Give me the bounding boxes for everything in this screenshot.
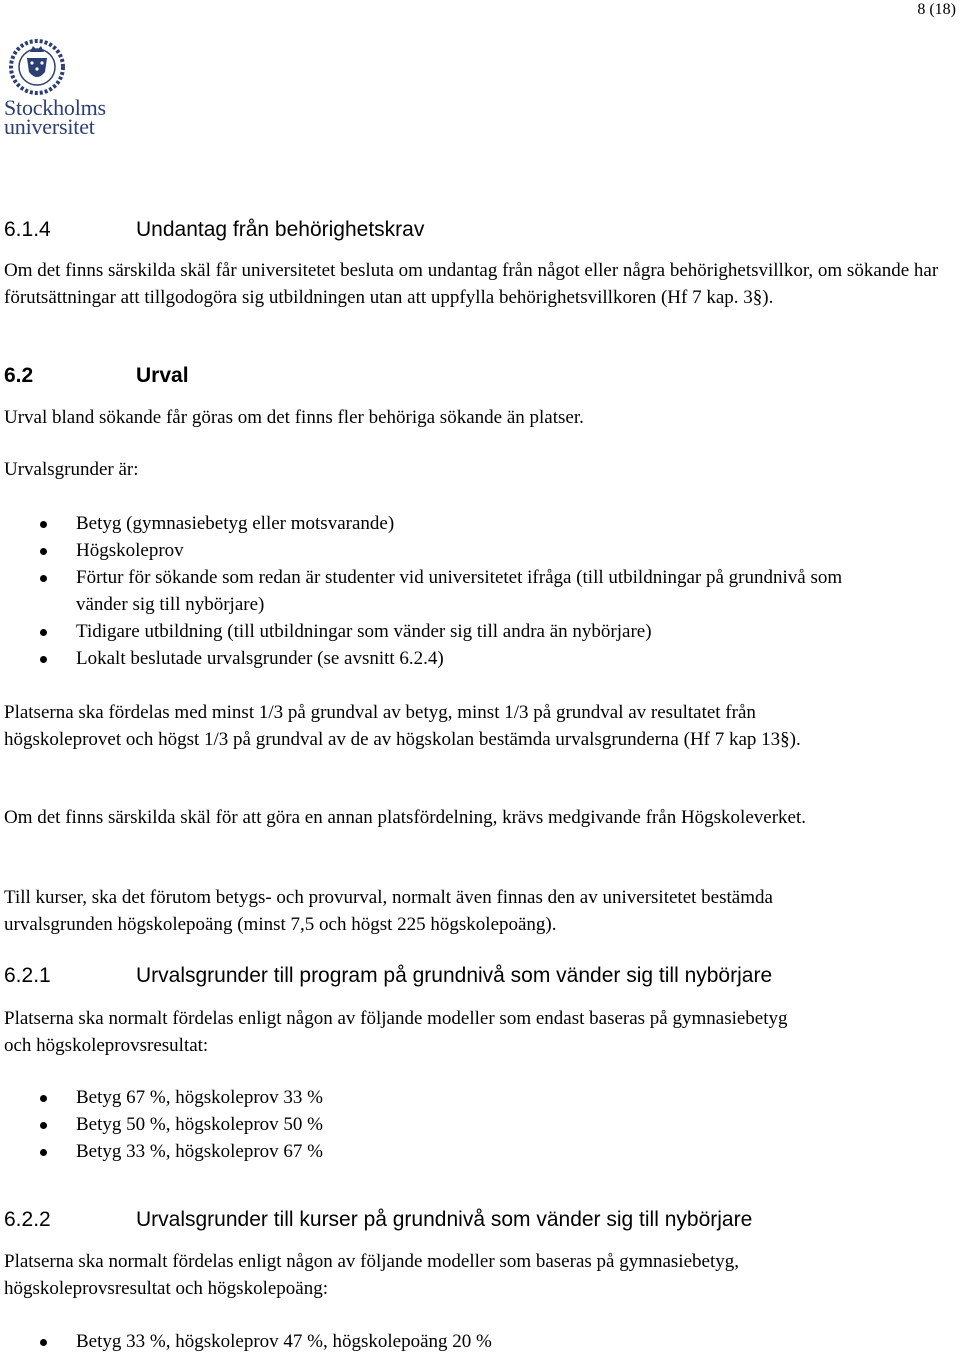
bullet-icon [40,548,47,555]
paragraph-selection-grounds-label: Urvalsgrunder är: [4,459,139,480]
heading-number: 6.1.4 [4,218,51,241]
list-item: Betyg 33 %, högskoleprov 47 %, högskolepoäng 20 % [0,1328,950,1355]
university-seal-icon [4,38,70,96]
heading-title: Urvalsgrunder till program på grundnivå som vänder sig till nybörjare [136,964,773,987]
bullet-icon [40,1149,47,1156]
heading-number: 6.2 [4,364,34,387]
bullet-icon [40,575,47,582]
heading-6-1-4 [4,218,424,242]
heading-6-2-2 [4,1208,752,1232]
list-item: Betyg 33 %, högskoleprov 67 % [0,1138,950,1165]
course-models-list [0,1328,950,1355]
bullet-icon [40,656,47,663]
list-item: Betyg 67 %, högskoleprov 33 % [0,1084,950,1111]
list-item: Betyg (gymnasiebetyg eller motsvarande) [0,510,950,537]
list-item: Lokalt beslutade urvalsgrunder (se avsnitt 6.2.4) [0,645,950,672]
page-number: 8 (18) [917,1,956,18]
paragraph-special-reasons: Om det finns särskilda skäl för att göra en annan platsfördelning, krävs medgivande från Högskoleverket. [4,807,806,828]
bullet-icon [40,1339,47,1346]
bullet-icon [40,629,47,636]
logo-wordmark [4,95,106,139]
heading-number: 6.2.1 [4,964,51,987]
paragraph-exemption: Om det finns särskilda skäl får universitetet besluta om undantag från något eller några behörighetsvillkor, om sökande har förutsättningar att tillgodogöra sig utbildningen utan att uppfylla behörighetsvillkoren (Hf 7 kap. 3§). [4,260,939,308]
bullet-icon [40,1095,47,1102]
list-item: Betyg 50 %, högskoleprov 50 % [0,1111,950,1138]
list-item: Högskoleprov [0,537,950,564]
heading-6-2 [4,364,189,388]
logo-line2: universitet [4,114,95,139]
paragraph-distribution: Platserna ska fördelas med minst 1/3 på grundval av betyg, minst 1/3 på grundval av resultatet från högskoleprovet och högst 1/3 på grundval av de av högskolan bestämda urvalsgrunderna (Hf 7 kap 13§). [4,702,801,750]
logo-line1: Stockholms [4,95,106,120]
heading-number: 6.2.2 [4,1208,51,1231]
paragraph-courses: Till kurser, ska det förutom betygs- och provurval, normalt även finnas den av universitetet bestämda urvalsgrunden högskolepoäng (minst 7,5 och högst 225 högskolepoäng). [4,887,773,935]
program-models-list [0,1084,950,1165]
heading-title: Undantag från behörighetskrav [136,218,425,241]
heading-6-2-1 [4,964,772,988]
paragraph-course-models: Platserna ska normalt fördelas enligt någon av följande modeller som baseras på gymnasiebetyg, högskoleprovsresultat och högskolepoäng: [4,1251,739,1299]
bullet-icon [40,521,47,528]
heading-title: Urval [136,364,189,387]
paragraph-selection-intro: Urval bland sökande får göras om det finns fler behöriga sökande än platser. [4,407,584,428]
list-item: Förtur för sökande som redan är studenter vid universitetet ifråga (till utbildningar på grundnivå som vänder sig till nybörjare) [0,564,950,618]
bullet-icon [40,1122,47,1129]
selection-grounds-list [0,510,950,672]
university-logo [4,38,134,138]
heading-title: Urvalsgrunder till kurser på grundnivå som vänder sig till nybörjare [136,1208,753,1231]
list-item: Tidigare utbildning (till utbildningar som vänder sig till andra än nybörjare) [0,618,950,645]
paragraph-program-models: Platserna ska normalt fördelas enligt någon av följande modeller som endast baseras på gymnasiebetyg och högskoleprovsresultat: [4,1008,788,1056]
